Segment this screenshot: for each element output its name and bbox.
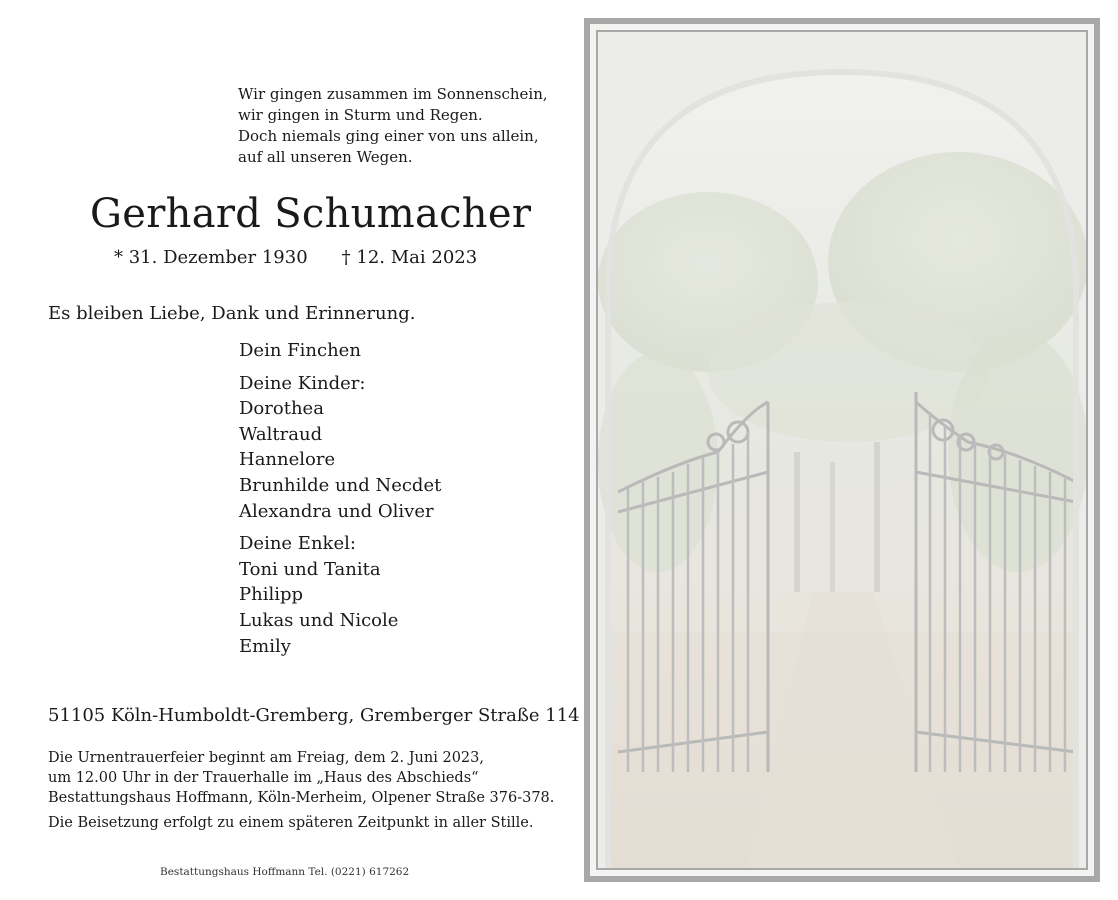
family-address: 51105 Köln-Humboldt-Gremberg, Gremberger Straße 114: [48, 705, 580, 726]
death-date: † 12. Mai 2023: [341, 247, 478, 268]
life-dates: [114, 246, 477, 270]
ceremony-line: Bestattungshaus Hoffmann, Köln-Merheim, Olpener Straße 376-378.: [48, 790, 555, 806]
garden-gate-image: [598, 32, 1086, 868]
child-name: Dorothea: [239, 398, 324, 420]
grandchildren-group: [239, 531, 441, 659]
ceremony-line: um 12.00 Uhr in der Trauerhalle im „Haus des Abschieds“: [48, 770, 479, 786]
mourners-list: [239, 338, 441, 666]
poem-line: Doch niemals ging einer von uns allein,: [238, 127, 539, 145]
poem-line: wir gingen in Sturm und Regen.: [238, 106, 483, 124]
gate-photo: [596, 30, 1088, 870]
ceremony-line: Die Urnentrauerfeier beginnt am Freiag, dem 2. Juni 2023,: [48, 750, 484, 766]
poem-line: auf all unseren Wegen.: [238, 148, 413, 166]
child-name: Hannelore: [239, 449, 336, 471]
partner-name: Dein Finchen: [239, 340, 361, 361]
grandchild-name: Philipp: [239, 584, 304, 606]
photo-frame: [584, 18, 1100, 882]
partner-group: [239, 338, 441, 364]
child-name: Alexandra und Oliver: [239, 500, 434, 522]
deceased-name: Gerhard Schumacher: [90, 191, 532, 237]
birth-date: * 31. Dezember 1930: [114, 247, 308, 268]
grandchild-name: Toni und Tanita: [239, 558, 381, 580]
children-heading: Deine Kinder:: [239, 372, 366, 394]
grandchild-name: Lukas und Nicole: [239, 609, 399, 631]
children-group: [239, 371, 441, 525]
ceremony-info: [48, 748, 554, 833]
motto: Es bleiben Liebe, Dank und Erinnerung.: [48, 303, 416, 324]
burial-note: Die Beisetzung erfolgt zu einem späteren Zeitpunkt in aller Stille.: [48, 815, 534, 831]
poem-line: Wir gingen zusammen im Sonnenschein,: [238, 85, 548, 103]
funeral-home-contact: Bestattungshaus Hoffmann Tel. (0221) 617262: [160, 866, 410, 878]
grandchild-name: Emily: [239, 635, 291, 657]
poem: [238, 84, 548, 168]
grandchildren-heading: Deine Enkel:: [239, 533, 356, 555]
child-name: Brunhilde und Necdet: [239, 474, 442, 496]
child-name: Waltraud: [239, 423, 323, 445]
